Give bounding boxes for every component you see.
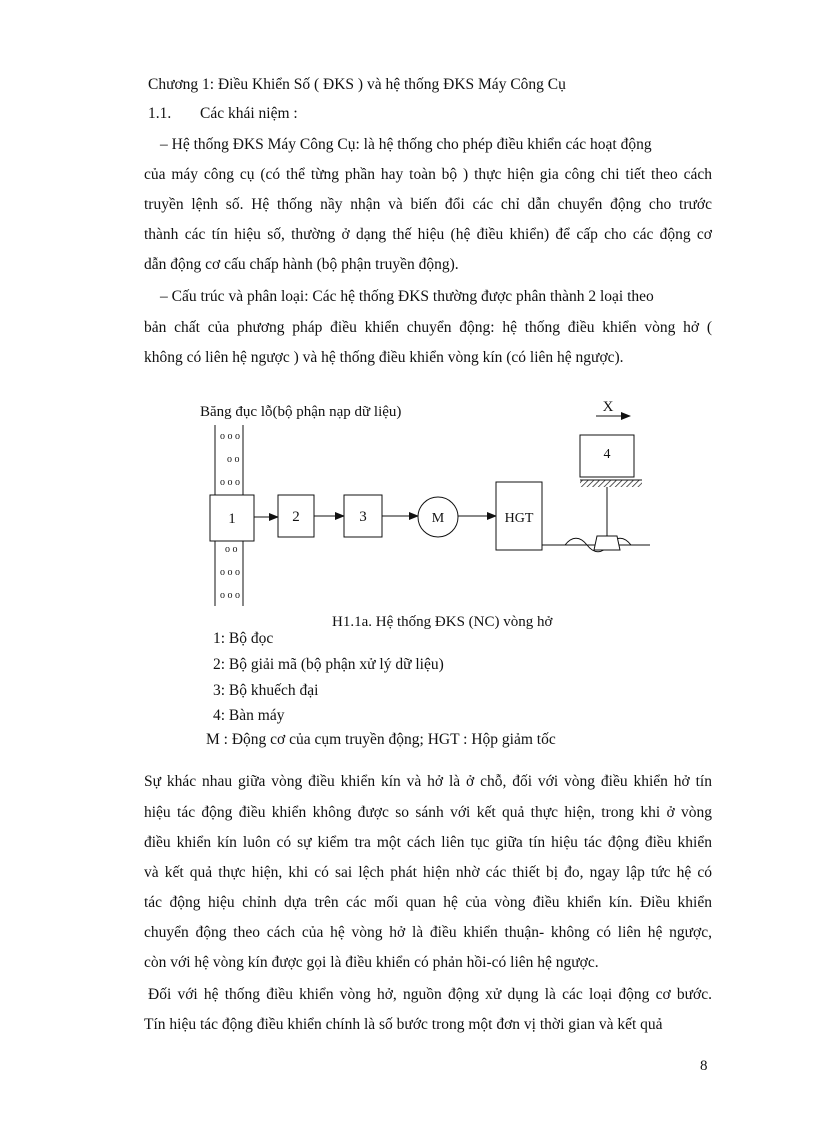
open-loop-diagram xyxy=(180,390,660,630)
bullet1-line: dẫn động cơ cấu chấp hành (bộ phận truyền động). xyxy=(144,256,459,273)
nut xyxy=(594,536,620,550)
tape-label: Băng đục lỗ(bộ phận nạp dữ liệu) xyxy=(200,404,402,420)
section-title: Các khái niệm : xyxy=(200,105,298,122)
bullet1-line: thành các tín hiệu số, thường ở dạng thế hiệu (hệ điều khiển) để cấp cho các động cơ xyxy=(144,226,712,243)
para1-line: tác động hiệu chỉnh dựa trên các mối quan hệ của vòng điều khiển kín. Điều khiển xyxy=(144,894,712,911)
tape-holes: o o o xyxy=(220,431,240,442)
tape-holes: o o o xyxy=(220,590,240,601)
tape-holes: o o xyxy=(225,544,238,555)
section-number: 1.1. xyxy=(148,105,172,122)
para2-line: Đối với hệ thống điều khiển vòng hở, nguồn động xử dụng là các loại động cơ bước. xyxy=(148,986,712,1003)
bullet1-line: truyền lệnh số. Hệ thống nầy nhận và biến đổi các chỉ dẫn chuyển động cho trước xyxy=(144,196,712,213)
legend-item: 4: Bàn máy xyxy=(213,707,285,724)
chapter-title: Chương 1: Điều Khiển Số ( ĐKS ) và hệ thống ĐKS Máy Công Cụ xyxy=(148,76,566,93)
para1-line: điều khiển kín luôn có sự kiểm tra một cách liên tục giữa tín hiệu tác động điều khiển xyxy=(144,834,712,851)
bullet2-line: bản chất của phương pháp điều khiển chuyển động: hệ thống điều khiển vòng hở ( xyxy=(144,319,712,336)
motor-label: M xyxy=(431,511,445,526)
tape-holes: o o o xyxy=(220,477,240,488)
table-guide-hatch xyxy=(580,480,642,487)
bullet1-line: của máy công cụ (có thể từng phần hay toàn bộ ) thực hiện gia công chi tiết theo cách xyxy=(144,166,712,183)
bullet2-line: – Cấu trúc và phân loại: Các hệ thống ĐKS thường được phân thành 2 loại theo xyxy=(160,288,654,305)
legend-item: 2: Bộ giải mã (bộ phận xử lý dữ liệu) xyxy=(213,656,444,673)
legend-item: 3: Bộ khuếch đại xyxy=(213,682,319,699)
para1-line: còn với hệ vòng kín được gọi là điều khiển có phản hồi-có liên hệ ngược. xyxy=(144,954,599,971)
legend-item: 1: Bộ đọc xyxy=(213,630,274,647)
para1-line: và kết quả thực hiện, khi có sai lệch phát hiện nhờ các thiết bị đo, ngay lập tức hệ có xyxy=(144,864,712,881)
bullet2-line: không có liên hệ ngược ) và hệ thống điều khiển vòng kín (có liên hệ ngược). xyxy=(144,349,624,366)
block-2-label: 2 xyxy=(292,509,300,525)
page-number: 8 xyxy=(700,1058,708,1074)
block-3-label: 3 xyxy=(359,509,367,525)
para1-line: chuyển động theo cách của hệ vòng hở là điều khiển thuận- không có liên hệ ngược, xyxy=(144,924,712,941)
diagram-caption: H1.1a. Hệ thống ĐKS (NC) vòng hở xyxy=(332,614,553,630)
gearbox-label: HGT xyxy=(504,511,534,526)
block-1-label: 1 xyxy=(228,511,236,527)
para2-line: Tín hiệu tác động điều khiển chính là số bước trong một đơn vị thời gian và kết quả xyxy=(144,1016,663,1033)
para1-line: Sự khác nhau giữa vòng điều khiển kín và hở là ở chỗ, đối với vòng điều khiển hở tín xyxy=(144,773,712,790)
tape-holes: o o xyxy=(227,454,240,465)
bullet1-line: – Hệ thống ĐKS Máy Công Cụ: là hệ thống cho phép điều khiển các hoạt động xyxy=(160,136,652,153)
para1-line: hiệu tác động điều khiển không được so sánh với kết quả thực hiện, trong khi ở vòng xyxy=(144,804,712,821)
machine-table-label: 4 xyxy=(603,447,611,462)
legend-item: M : Động cơ của cụm truyền động; HGT : Hộp giảm tốc xyxy=(206,731,556,748)
tape-holes: o o o xyxy=(220,567,240,578)
axis-x-label: X xyxy=(602,399,614,415)
